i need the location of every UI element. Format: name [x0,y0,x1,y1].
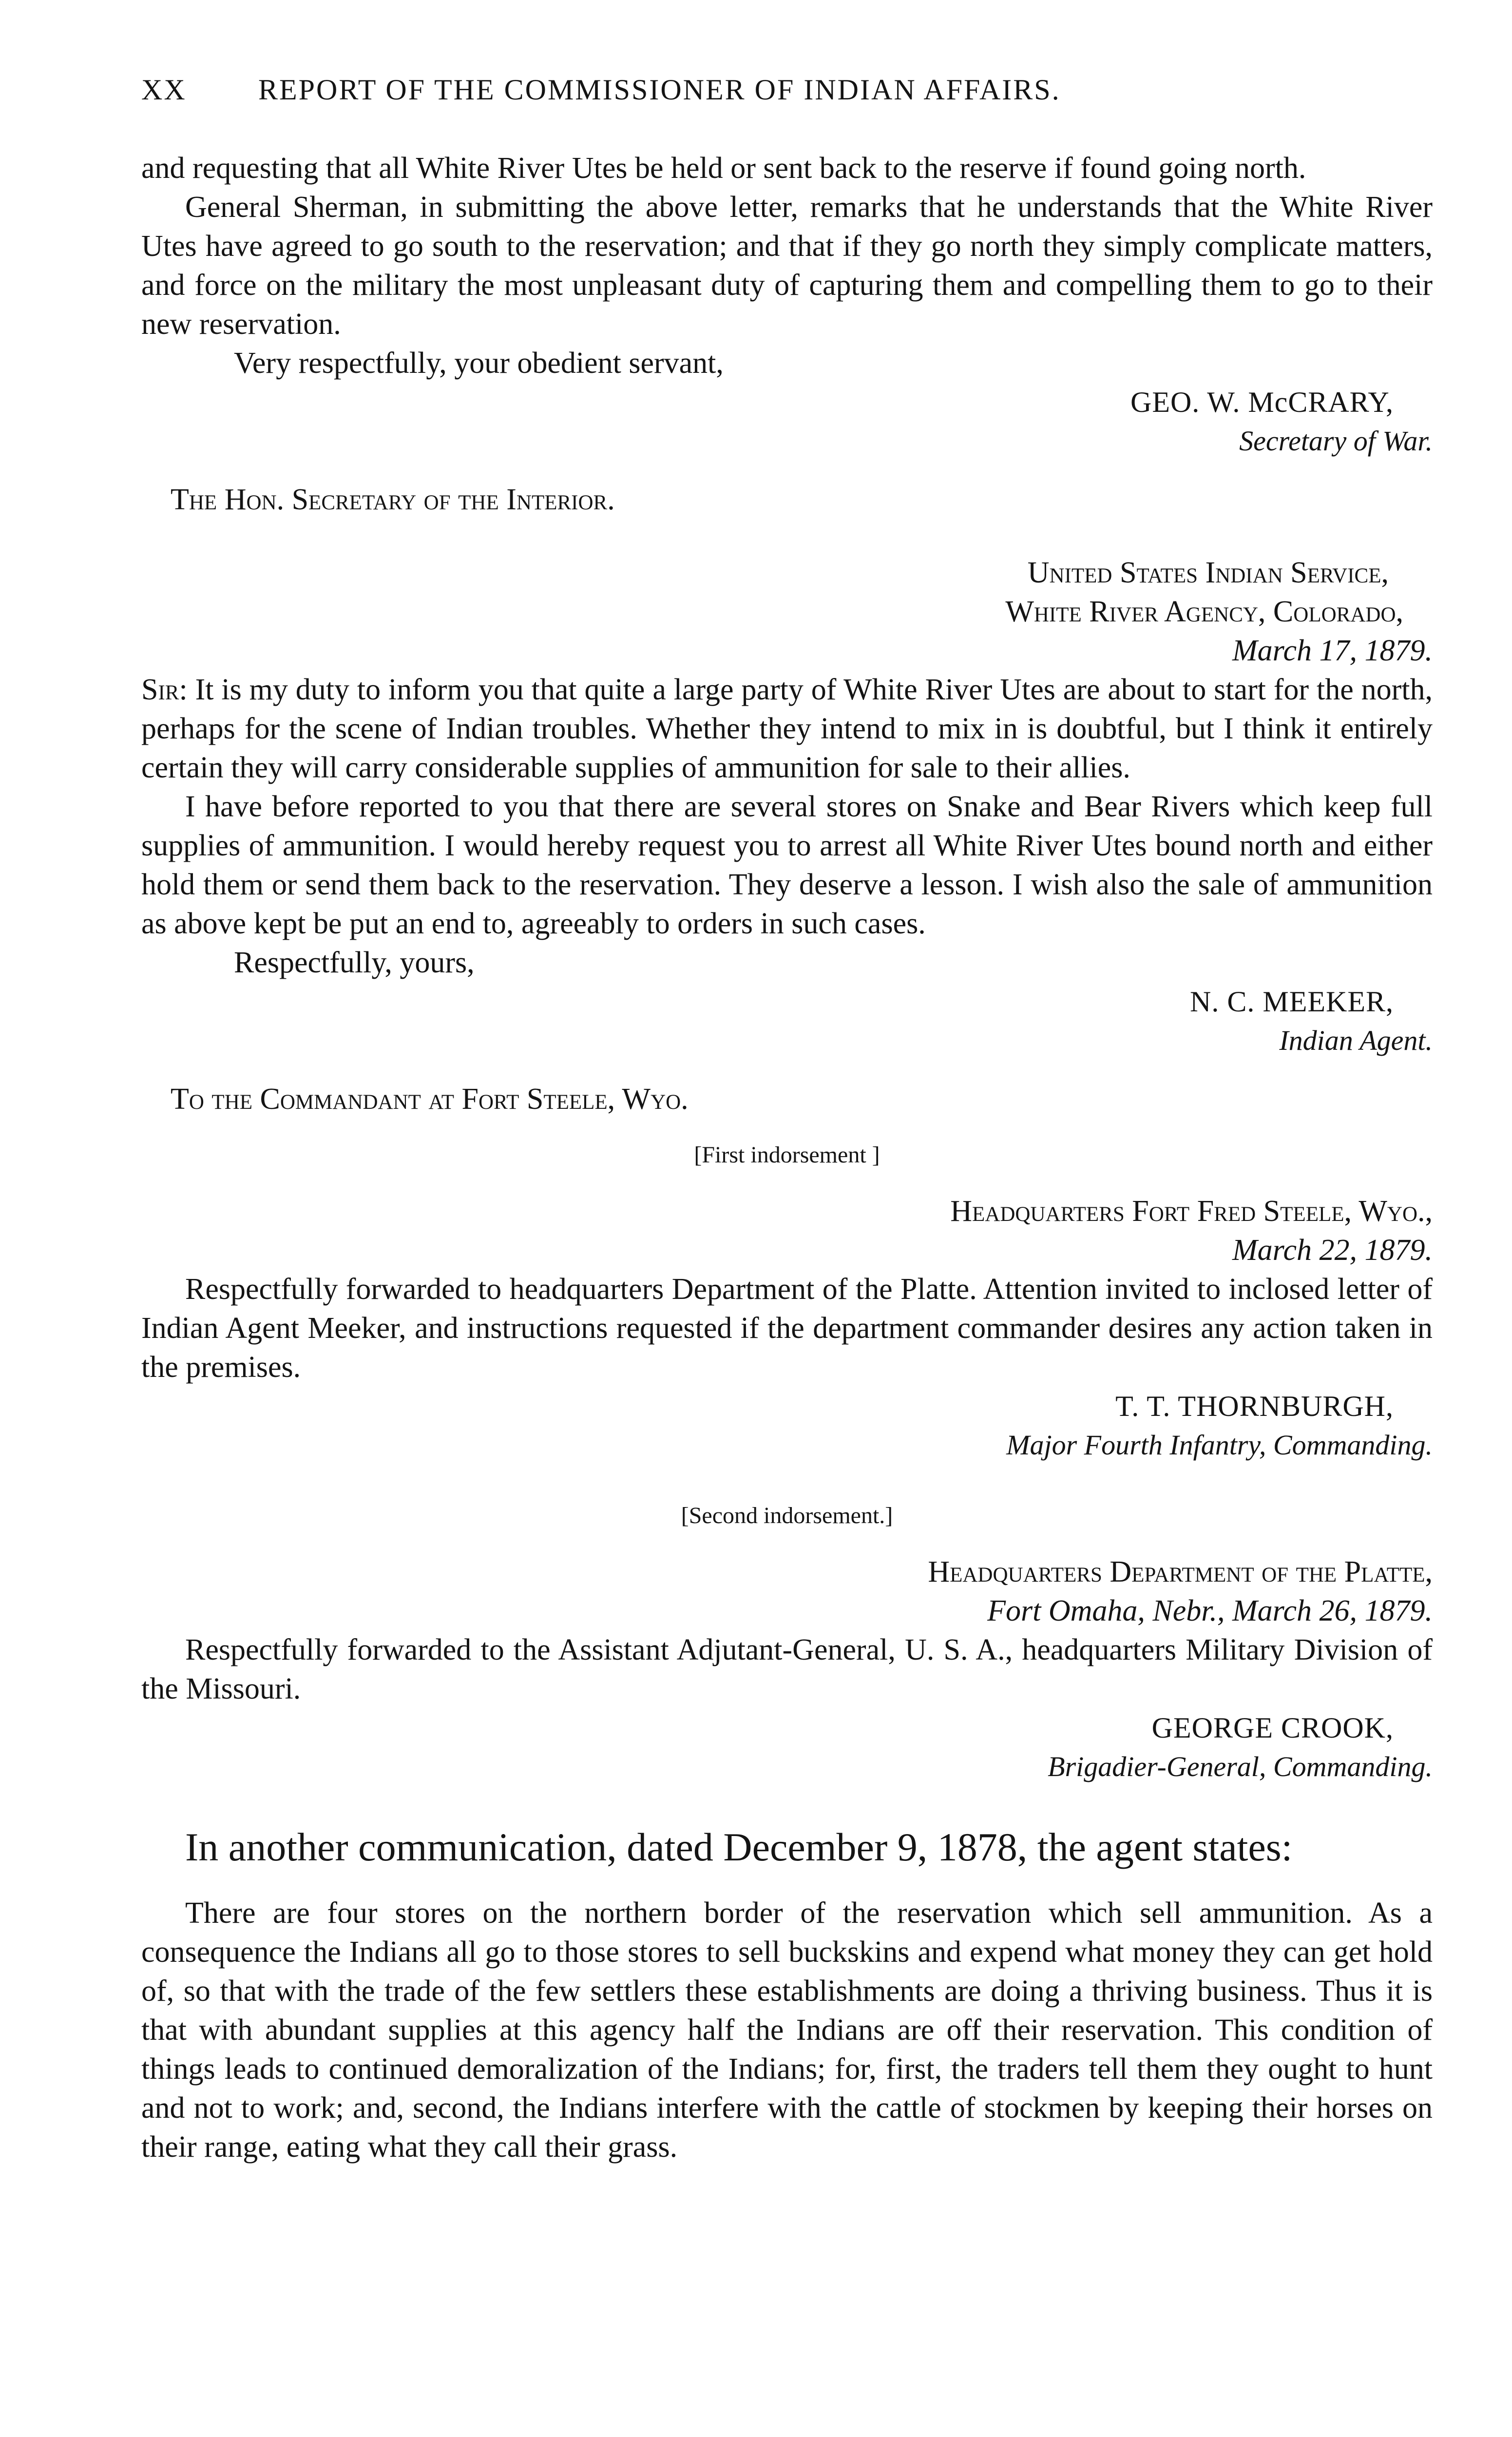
letter2-addressee: To the Commandant at Fort Steele, Wyo. [171,1083,689,1116]
second-indorsement-signer-name: GEORGE CROOK, [1151,1712,1394,1744]
first-indorsement-label: [First indorsement ] [694,1142,880,1168]
letter2-date: March 17, 1879. [1232,634,1433,667]
letter1-closing: Very respectfully, your obedient servant, [234,347,724,380]
letter2-paragraph1-text: It is my duty to inform you that quite a large party of White River Utes are about to start for the north, perhaps for the scene of Indian troubles. Whether they intend to mix in is doubtful, but I think it entirely certain they will carry considerable supplies of ammunition for sale to their allies. [141,673,1433,784]
letter2-paragraph2: I have before reported to you that there are several stores on Snake and Bear Rivers which keep full supplies of ammunition. I would hereby request you to arrest all White River Utes bound north and either hold them or send them back to the reservation. They deserve a lesson. I wish also the sale of ammunition as above kept be put an end to, agreeably to orders in such cases. [141,790,1433,940]
salutation: Sir: [141,673,188,706]
page-number: XX [141,74,187,106]
second-indorsement-label: [Second indorsement.] [681,1503,893,1528]
letter1-addressee: The Hon. Secretary of the Interior. [171,483,615,516]
sherman-paragraph: General Sherman, in submitting the above letter, remarks that he understands that the White River Utes have agreed to go south to the reservation; and that if they go north they simply complicate matters, and force on the military the most unpleasant duty of capturing them and compelling them to go to their new reservation. [141,191,1433,341]
communication-intro: In another communication, dated December 9, 1878, the agent states: [185,1825,1293,1869]
running-title: REPORT OF THE COMMISSIONER OF INDIAN AFFAIRS. [258,74,1061,106]
letter2-closing: Respectfully, yours, [234,946,475,979]
page-header [141,73,1433,107]
letter2-signer-name: N. C. MEEKER, [1190,986,1394,1018]
letter2-signer-title: Indian Agent. [1279,1025,1433,1056]
letter1-signer-name: GEO. W. McCRARY, [1130,386,1394,418]
second-indorsement-text: Respectfully forwarded to the Assistant Adjutant-General, U. S. A., headquarters Military Division of the Missouri. [141,1633,1433,1705]
second-indorsement-place-date: Fort Omaha, Nebr., March 26, 1879. [987,1594,1433,1627]
letter2-heading-line1: United States Indian Service, [1027,556,1389,589]
first-indorsement-date: March 22, 1879. [1232,1234,1433,1267]
second-indorsement-heading: Headquarters Department of the Platte, [928,1555,1433,1588]
first-indorsement-signer-name: T. T. THORNBURGH, [1115,1390,1394,1422]
first-indorsement-heading: Headquarters Fort Fred Steele, Wyo., [950,1195,1433,1228]
document-page [141,73,1433,2166]
letter1-signer-title: Secretary of War. [1239,425,1433,457]
letter2-paragraph1 [141,670,1433,787]
letter1-continuation: and requesting that all White River Utes be held or sent back to the reserve if found going north. [141,152,1306,185]
first-indorsement-text: Respectfully forwarded to headquarters Department of the Platte. Attention invited to inclosed letter of Indian Agent Meeker, and instructions requested if the department commander desires any action taken in the premises. [141,1273,1433,1384]
first-indorsement-signer-title: Major Fourth Infantry, Commanding. [1006,1429,1433,1461]
communication-text: There are four stores on the northern border of the reservation which sell ammunition. As a consequence the Indians all go to those stores to sell buckskins and expend what money they can get hold of, so that with the trade of the few settlers these establishments are doing a thriving business. Thus it is that with abundant supplies at this agency half the Indians are off their reservation. This condition of things leads to continued demoralization of the Indians; for, first, the traders tell them they ought to hunt and not to work; and, second, the Indians interfere with the cattle of stockmen by keeping their horses on their range, eating what they call their grass. [141,1896,1433,2164]
letter2-heading-line2: White River Agency, Colorado, [1005,595,1403,628]
second-indorsement-signer-title: Brigadier-General, Commanding. [1048,1751,1433,1782]
